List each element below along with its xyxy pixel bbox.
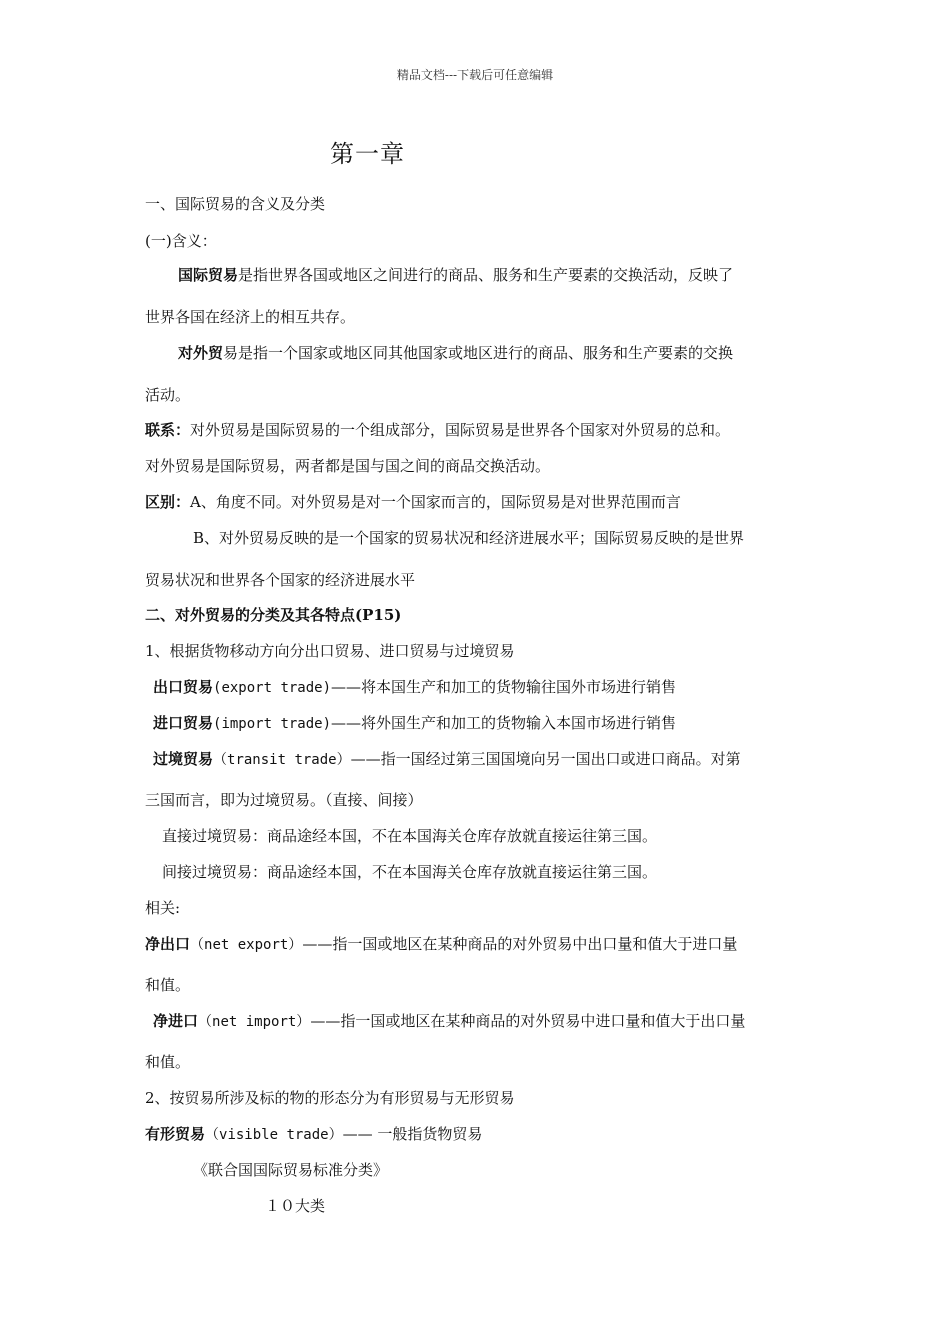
diff-line2: B、对外贸易反映的是一个国家的贸易状况和经济进展水平；国际贸易反映的是世界 — [193, 529, 745, 547]
import-term: 进口贸易 — [153, 714, 214, 732]
transit-trade-line1 — [153, 749, 823, 770]
import-def: ——将外国生产和加工的货物输入本国市场进行销售 — [331, 714, 677, 732]
section1-sub: (一)含义： — [145, 232, 217, 250]
net-export-def: ——指一国或地区在某种商品的对外贸易中出口量和值大于进口量 — [302, 935, 738, 953]
item1-heading: 1、根据货物移动方向分出口贸易、进口贸易与过境贸易 — [145, 642, 515, 660]
transit-trade-line2: 三国而言，即为过境贸易。（直接、间接） — [145, 791, 423, 809]
link-text: 对外贸易是国际贸易的一个组成部分，国际贸易是世界各个国家对外贸易的总和。 — [190, 421, 731, 439]
diff-line3: 贸易状况和世界各个国家的经济进展水平 — [145, 571, 416, 589]
import-en: (import trade) — [213, 716, 332, 732]
visible-en: （visible trade） — [205, 1127, 343, 1143]
foreign-trade-def-line1 — [178, 343, 848, 363]
net-import-line2: 和值。 — [145, 1053, 191, 1071]
foreign-trade-def: 易是指一个国家或地区同其他国家或地区进行的商品、服务和生产要素的交换 — [223, 344, 734, 362]
link-line1 — [145, 420, 815, 440]
indirect-transit: 间接过境贸易：商品途经本国，不在本国海关仓库存放就直接运往第三国。 — [162, 863, 658, 881]
diff-line1 — [145, 492, 815, 512]
net-import-def: ——指一国或地区在某种商品的对外贸易中进口量和值大于出口量 — [310, 1012, 746, 1030]
page-header: 精品文档---下载后可任意编辑 — [396, 68, 554, 82]
visible-trade-line — [145, 1124, 815, 1145]
related-label: 相关: — [145, 899, 181, 917]
net-import-line1 — [153, 1011, 823, 1032]
import-trade-line — [153, 713, 823, 734]
item2-heading: 2、按贸易所涉及标的物的形态分为有形贸易与无形贸易 — [145, 1089, 515, 1107]
net-export-term: 净出口 — [145, 935, 191, 953]
export-def: ——将本国生产和加工的货物输往国外市场进行销售 — [331, 678, 677, 696]
diff-term: 区别： — [145, 493, 191, 511]
diff-text-a: A、角度不同。对外贸易是对一个国家而言的，国际贸易是对世界范围而言 — [190, 493, 681, 511]
section2-heading: 二、对外贸易的分类及其各特点(P15) — [145, 606, 402, 624]
link-term: 联系： — [145, 421, 191, 439]
visible-term: 有形贸易 — [145, 1125, 206, 1143]
direct-transit: 直接过境贸易：商品途经本国，不在本国海关仓库存放就直接运往第三国。 — [162, 827, 658, 845]
export-term: 出口贸易 — [153, 678, 214, 696]
foreign-trade-term: 对外贸 — [178, 344, 224, 362]
sitc-title: 《联合国国际贸易标准分类》 — [193, 1161, 389, 1179]
net-import-en: （net import） — [198, 1014, 311, 1030]
intl-trade-def-line2: 世界各国在经济上的相互共存。 — [145, 308, 356, 326]
net-import-term: 净进口 — [153, 1012, 199, 1030]
transit-term: 过境贸易 — [153, 750, 214, 768]
intl-trade-term: 国际贸易 — [178, 266, 239, 284]
export-en: (export trade) — [213, 680, 332, 696]
transit-en: （transit trade） — [213, 752, 351, 768]
transit-def: ——指一国经过第三国国境向另一国出口或进口商品。对第 — [350, 750, 741, 768]
visible-def: —— 一般指货物贸易 — [342, 1125, 483, 1143]
sitc-categories: １０大类 — [265, 1197, 326, 1215]
chapter-title: 第一章 — [330, 140, 405, 168]
link-line2: 对外贸易是国际贸易，两者都是国与国之间的商品交换活动。 — [145, 457, 551, 475]
section1-heading: 一、国际贸易的含义及分类 — [145, 195, 326, 213]
intl-trade-def: 是指世界各国或地区之间进行的商品、服务和生产要素的交换活动，反映了 — [238, 266, 734, 284]
intl-trade-def-line1 — [178, 265, 848, 285]
net-export-en: （net export） — [190, 937, 303, 953]
net-export-line1 — [145, 934, 815, 955]
export-trade-line — [153, 677, 823, 698]
net-export-line2: 和值。 — [145, 976, 191, 994]
foreign-trade-def-line2: 活动。 — [145, 386, 191, 404]
